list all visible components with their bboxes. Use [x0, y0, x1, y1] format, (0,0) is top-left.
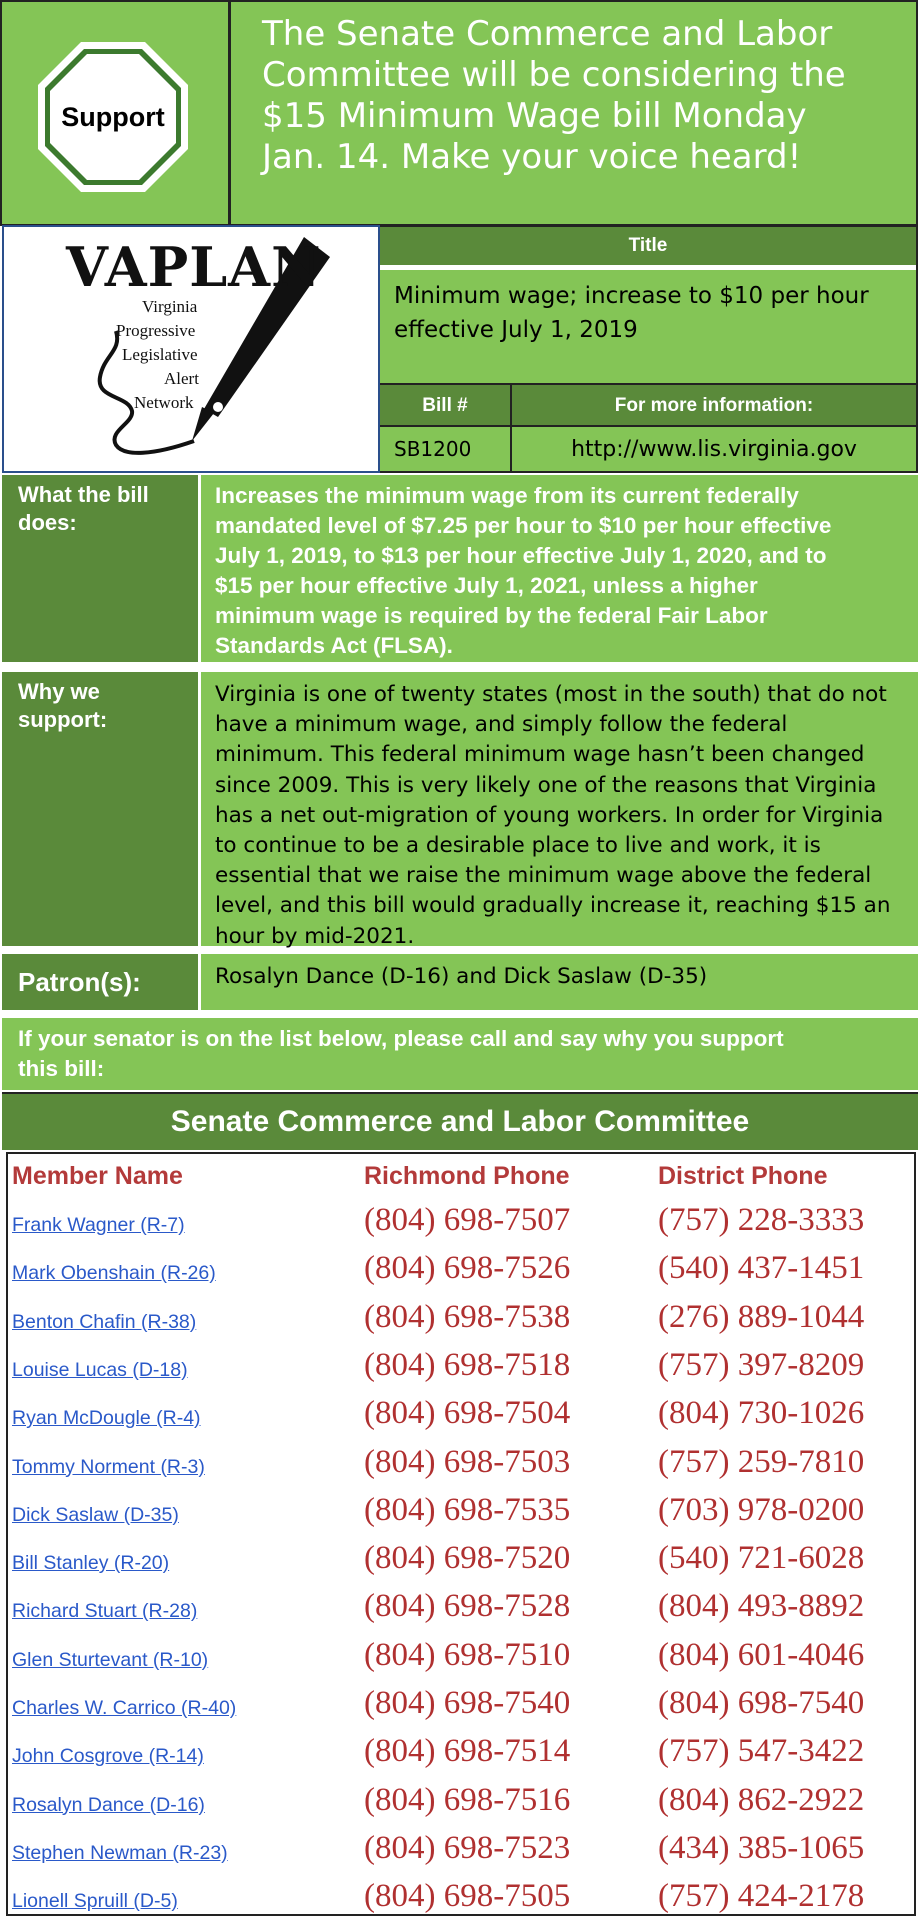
member-name-link[interactable]: Benton Chafin (R-38) [12, 1310, 197, 1333]
district-phone: (757) 259-7810 [658, 1443, 865, 1480]
column-header-richmond-phone: Richmond Phone [364, 1162, 570, 1190]
row-label-line: What the bill [18, 482, 149, 507]
summary-line: Standards Act (FLSA). [215, 633, 453, 658]
row-label-line: Why we [18, 679, 100, 704]
logo-line: Progressive [116, 321, 196, 340]
member-name-link[interactable]: Louise Lucas (D-18) [12, 1358, 188, 1381]
district-phone: (804) 493-8892 [658, 1588, 865, 1625]
member-name-link[interactable]: Mark Obenshain (R-26) [12, 1262, 216, 1285]
district-phone: (757) 547-3422 [658, 1733, 865, 1770]
summary-line: July 1, 2019, to $13 per hour effective July 1, 2020, and to [215, 543, 827, 568]
richmond-phone: (804) 698-7520 [364, 1540, 571, 1577]
call-to-action [2, 1018, 918, 1090]
district-phone: (757) 228-3333 [658, 1202, 865, 1238]
table-row [8, 1828, 914, 1876]
row-label-line: support: [18, 707, 108, 732]
table-row [8, 1345, 914, 1393]
richmond-phone: (804) 698-7528 [364, 1588, 571, 1625]
support-rationale [201, 672, 918, 949]
richmond-phone: (804) 698-7507 [364, 1202, 571, 1238]
headline [262, 14, 902, 178]
district-phone: (703) 978-0200 [658, 1491, 865, 1528]
support-badge-label: Support [61, 101, 165, 132]
column-header-district-phone: District Phone [658, 1162, 828, 1190]
table-row [8, 1490, 914, 1538]
row-label: Patron(s): [2, 954, 198, 1010]
more-info-link[interactable]: http://www.lis.virginia.gov [571, 436, 857, 462]
summary-line: Increases the minimum wage from its current federally [215, 483, 799, 508]
district-phone: (540) 721-6028 [658, 1540, 865, 1577]
bill-number: SB1200 [380, 427, 512, 471]
bill-header-row [380, 383, 916, 427]
table-row [8, 1780, 914, 1828]
richmond-phone: (804) 698-7510 [364, 1636, 571, 1673]
patrons-value: Rosalyn Dance (D-16) and Dick Saslaw (D-35) [201, 954, 918, 1010]
headline-line: Jan. 14. Make your voice heard! [262, 137, 802, 177]
member-name-link[interactable]: Glen Sturtevant (R-10) [12, 1648, 209, 1671]
district-phone: (276) 889-1044 [658, 1298, 865, 1335]
bill-value-row [380, 425, 916, 471]
district-phone: (540) 437-1451 [658, 1250, 865, 1287]
member-name-link[interactable]: Lionell Spruill (D-5) [12, 1890, 178, 1913]
row-label [2, 672, 198, 946]
header-band [0, 0, 918, 226]
rationale-line: to continue to be a desirable place to live and work, it is [215, 833, 821, 859]
members-table [6, 1152, 916, 1916]
district-phone: (804) 862-2922 [658, 1781, 865, 1818]
richmond-phone: (804) 698-7516 [364, 1781, 571, 1818]
member-name-link[interactable]: Charles W. Carrico (R-40) [12, 1697, 237, 1719]
member-name-link[interactable]: Dick Saslaw (D-35) [12, 1503, 179, 1526]
table-row [8, 1200, 914, 1248]
committee-title: Senate Commerce and Labor Committee [2, 1092, 918, 1150]
row-patrons [2, 954, 918, 1014]
bill-number-header: Bill # [380, 385, 512, 427]
table-row [8, 1393, 914, 1441]
table-row [8, 1683, 914, 1731]
logo-line: Alert [164, 369, 199, 388]
rationale-line: hour by mid-2021. [215, 923, 415, 949]
call-line: this bill: [18, 1056, 105, 1081]
rationale-line: minimum. This federal minimum wage hasn’t been changed [215, 742, 865, 768]
district-phone: (804) 601-4046 [658, 1636, 865, 1673]
rationale-line: since 2009. This is very likely one of the reasons that Virginia [215, 772, 877, 798]
member-name-link[interactable]: Rosalyn Dance (D-16) [12, 1793, 205, 1816]
logo-line: Network [134, 393, 194, 412]
table-row [8, 1538, 914, 1586]
row-why-we-support [2, 672, 918, 950]
vaplan-logo [2, 225, 380, 473]
bill-summary [201, 475, 918, 662]
logo-line: Legislative [122, 345, 198, 364]
richmond-phone: (804) 698-7503 [364, 1443, 571, 1480]
member-name-link[interactable]: John Cosgrove (R-14) [12, 1745, 204, 1768]
bill-title-line: effective July 1, 2019 [394, 317, 638, 343]
rationale-line: Virginia is one of twenty states (most in the south) that do not [215, 682, 887, 707]
district-phone: (757) 397-8209 [658, 1346, 865, 1383]
headline-line: Committee will be considering the [262, 55, 846, 95]
call-line: If your senator is on the list below, please call and say why you support [18, 1026, 784, 1051]
summary-line: minimum wage is required by the federal Fair Labor [215, 603, 768, 628]
rationale-line: have a minimum wage, and simply follow the federal [215, 712, 788, 738]
district-phone: (804) 730-1026 [658, 1395, 865, 1432]
summary-line: $15 per hour effective July 1, 2021, unless a higher [215, 573, 758, 598]
richmond-phone: (804) 698-7518 [364, 1346, 571, 1383]
headline-line: The Senate Commerce and Labor [262, 14, 833, 54]
title-header: Title [380, 227, 916, 265]
member-name-link[interactable]: Stephen Newman (R-23) [12, 1841, 228, 1864]
badge-cell [2, 2, 231, 224]
richmond-phone: (804) 698-7504 [364, 1395, 571, 1432]
member-name-link[interactable]: Tommy Norment (R-3) [12, 1455, 205, 1478]
member-name-link[interactable]: Bill Stanley (R-20) [12, 1552, 170, 1575]
divider [380, 265, 916, 270]
rationale-line: has a net out-migration of young workers. In order for Virginia [215, 802, 884, 828]
richmond-phone: (804) 698-7505 [364, 1878, 571, 1915]
bill-info [380, 225, 918, 473]
more-info-header: For more information: [614, 395, 814, 416]
member-name-link[interactable]: Frank Wagner (R-7) [12, 1214, 185, 1236]
logo-line: Virginia [142, 297, 198, 316]
rationale-line: essential that we raise the minimum wage above the federal [215, 863, 872, 889]
member-name-link[interactable]: Richard Stuart (R-28) [12, 1600, 198, 1623]
summary-line: mandated level of $7.25 per hour to $10 per hour effective [215, 513, 832, 538]
row-label-line: does: [18, 510, 77, 535]
row-what-bill-does [2, 475, 918, 667]
headline-line: $15 Minimum Wage bill Monday [262, 96, 807, 136]
column-header-member: Member Name [12, 1162, 183, 1190]
table-row [8, 1731, 914, 1779]
bill-title-line: Minimum wage; increase to $10 per hour [394, 283, 869, 309]
richmond-phone: (804) 698-7540 [364, 1685, 571, 1721]
table-row [8, 1635, 914, 1683]
table-row [8, 1297, 914, 1345]
member-name-link[interactable]: Ryan McDougle (R-4) [12, 1407, 201, 1430]
richmond-phone: (804) 698-7535 [364, 1491, 571, 1528]
bill-title [394, 279, 904, 347]
table-row [8, 1876, 914, 1924]
richmond-phone: (804) 698-7526 [364, 1250, 571, 1287]
richmond-phone: (804) 698-7538 [364, 1298, 571, 1335]
district-phone: (434) 385-1065 [658, 1829, 865, 1866]
table-row [8, 1442, 914, 1490]
district-phone: (804) 698-7540 [658, 1685, 865, 1721]
richmond-phone: (804) 698-7514 [364, 1733, 571, 1770]
logo-wordmark: VAPLAN [66, 235, 322, 299]
district-phone: (757) 424-2178 [658, 1878, 865, 1915]
row-label [2, 475, 198, 662]
table-row [8, 1248, 914, 1296]
rationale-line: level, and this bill would gradually increase it, reaching $15 an [215, 893, 891, 919]
richmond-phone: (804) 698-7523 [364, 1829, 571, 1866]
table-row [8, 1586, 914, 1634]
